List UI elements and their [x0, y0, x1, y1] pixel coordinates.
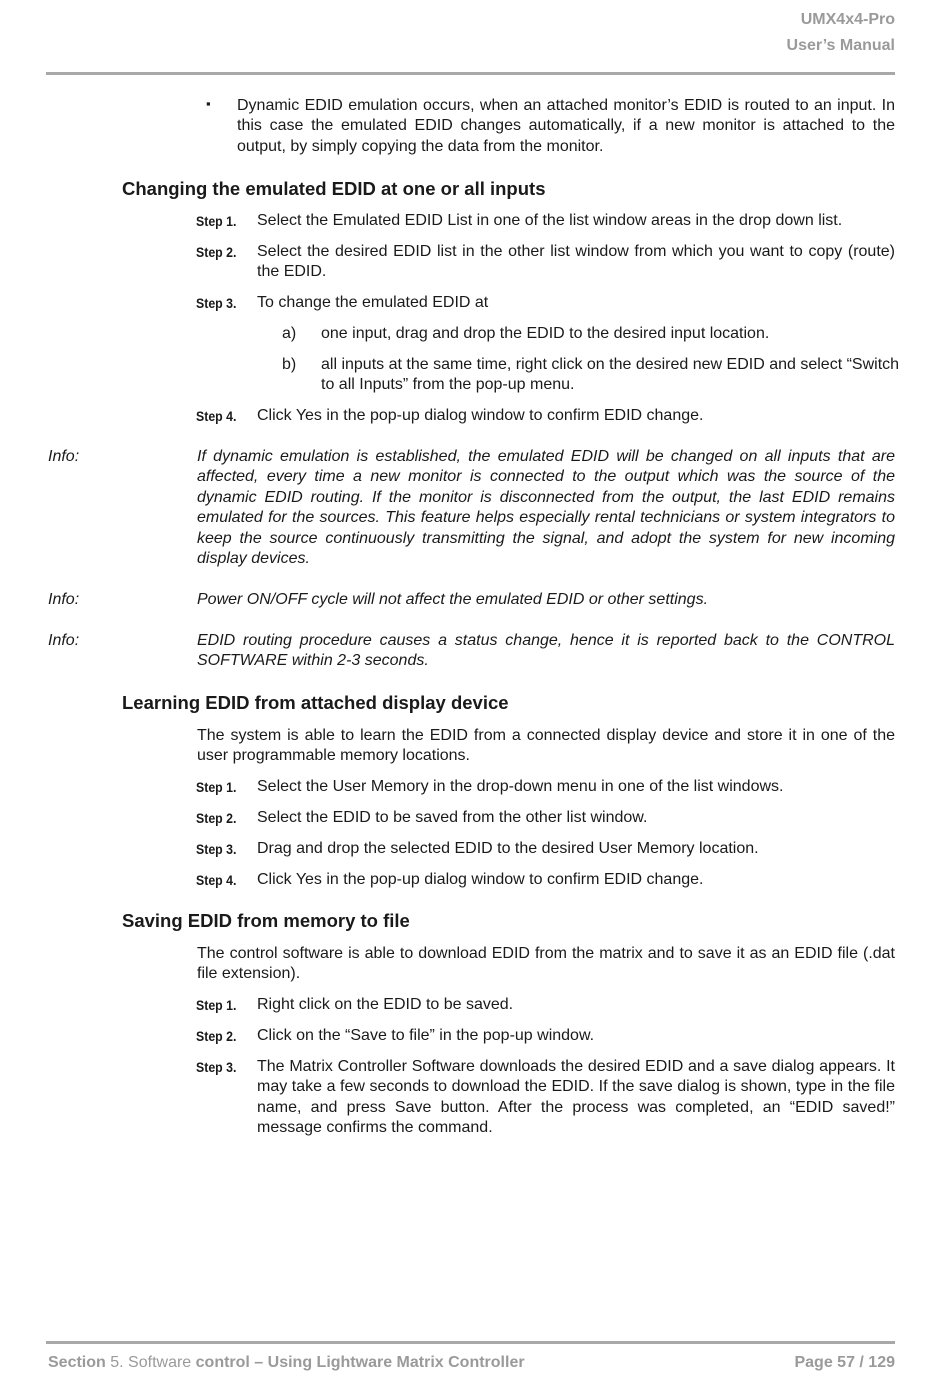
subitem-text: one input, drag and drop the EDID to the desired input location. — [321, 325, 770, 342]
step-text: Click on the “Save to file” in the pop-up window. — [257, 1027, 595, 1044]
step-text: Right click on the EDID to be saved. — [257, 996, 514, 1013]
footer-software-word: Software — [128, 1354, 192, 1371]
header-product: UMX4x4-Pro — [800, 11, 895, 28]
section-heading-saving-edid: Saving EDID from memory to file — [122, 910, 410, 931]
info-text: Power ON/OFF cycle will not affect the emulated EDID or other settings. — [197, 591, 709, 608]
footer-section-number: 5. — [110, 1354, 124, 1371]
subitem-label: a) — [282, 325, 297, 342]
step-label: Step 1. — [196, 213, 237, 229]
footer-section — [48, 1354, 525, 1372]
step-label: Step 2. — [196, 810, 237, 826]
header-doc-title: User’s Manual — [786, 37, 895, 54]
step-label: Step 2. — [196, 244, 237, 260]
step-text: Select the desired EDID list in the other list window from which you want to copy (route) the EDID. — [257, 243, 895, 281]
bullet-text: Dynamic EDID emulation occurs, when an attached monitor’s EDID is routed to an input. In this case the emulated EDID changes automatically, if a new monitor is attached to the output, by simply copying the data from the monitor. — [237, 97, 895, 155]
info-label: Info: — [48, 632, 80, 649]
bullet-marker: ▪ — [206, 96, 211, 111]
step-label: Step 4. — [196, 872, 237, 888]
step-label: Step 3. — [196, 1059, 237, 1075]
info-label: Info: — [48, 448, 80, 465]
step-text: Click Yes in the pop-up dialog window to confirm EDID change. — [257, 407, 704, 424]
step-label: Step 3. — [196, 295, 237, 311]
footer-rule — [46, 1341, 895, 1344]
section-heading-learning-edid: Learning EDID from attached display device — [122, 692, 509, 713]
section-heading-changing-edid: Changing the emulated EDID at one or all inputs — [122, 178, 546, 199]
section-intro: The system is able to learn the EDID from a connected display device and store it in one of the user programmable memory locations. — [197, 727, 895, 765]
subitem-label: b) — [282, 356, 297, 373]
info-text: EDID routing procedure causes a status change, hence it is reported back to the CONTROL SOFTWARE within 2-3 seconds. — [197, 632, 895, 670]
step-text: Drag and drop the selected EDID to the desired User Memory location. — [257, 840, 759, 857]
footer-page-number: Page 57 / 129 — [794, 1354, 895, 1371]
step-label: Step 1. — [196, 997, 237, 1013]
info-label: Info: — [48, 591, 80, 608]
step-text: Select the User Memory in the drop-down menu in one of the list windows. — [257, 778, 784, 795]
step-label: Step 3. — [196, 841, 237, 857]
step-label: Step 2. — [196, 1028, 237, 1044]
section-intro: The control software is able to download EDID from the matrix and to save it as an EDID file (.dat file extension). — [197, 945, 895, 983]
footer-section-title: control – Using Lightware Matrix Controller — [195, 1354, 525, 1371]
step-text: Click Yes in the pop-up dialog window to confirm EDID change. — [257, 871, 704, 888]
step-text: Select the Emulated EDID List in one of the list window areas in the drop down list. — [257, 212, 843, 229]
subitem-text: all inputs at the same time, right click on the desired new EDID and select “Switch to all Inputs” from the pop-up menu. — [321, 356, 900, 394]
step-label: Step 4. — [196, 408, 237, 424]
step-text: Select the EDID to be saved from the other list window. — [257, 809, 648, 826]
step-text: The Matrix Controller Software downloads the desired EDID and a save dialog appears. It may take a few seconds to download the EDID. If the save dialog is shown, type in the file name, and press Save button. After the process was completed, an “EDID saved!” message confirms the command. — [257, 1058, 895, 1137]
step-text: To change the emulated EDID at — [257, 294, 489, 311]
header-rule — [46, 72, 895, 75]
info-text: If dynamic emulation is established, the emulated EDID will be changed on all inputs that are affected, every time a new monitor is connected to the output which was the source of the dynamic EDID routing. If the monitor is disconnected from the output, the last EDID remains emulated for the sources. This feature helps especially rental technicians or system integrators to keep the source continuously transmitting the signal, and adopt the system for new incoming display devices. — [197, 448, 895, 568]
step-label: Step 1. — [196, 779, 237, 795]
footer-section-word: Section — [48, 1354, 106, 1371]
